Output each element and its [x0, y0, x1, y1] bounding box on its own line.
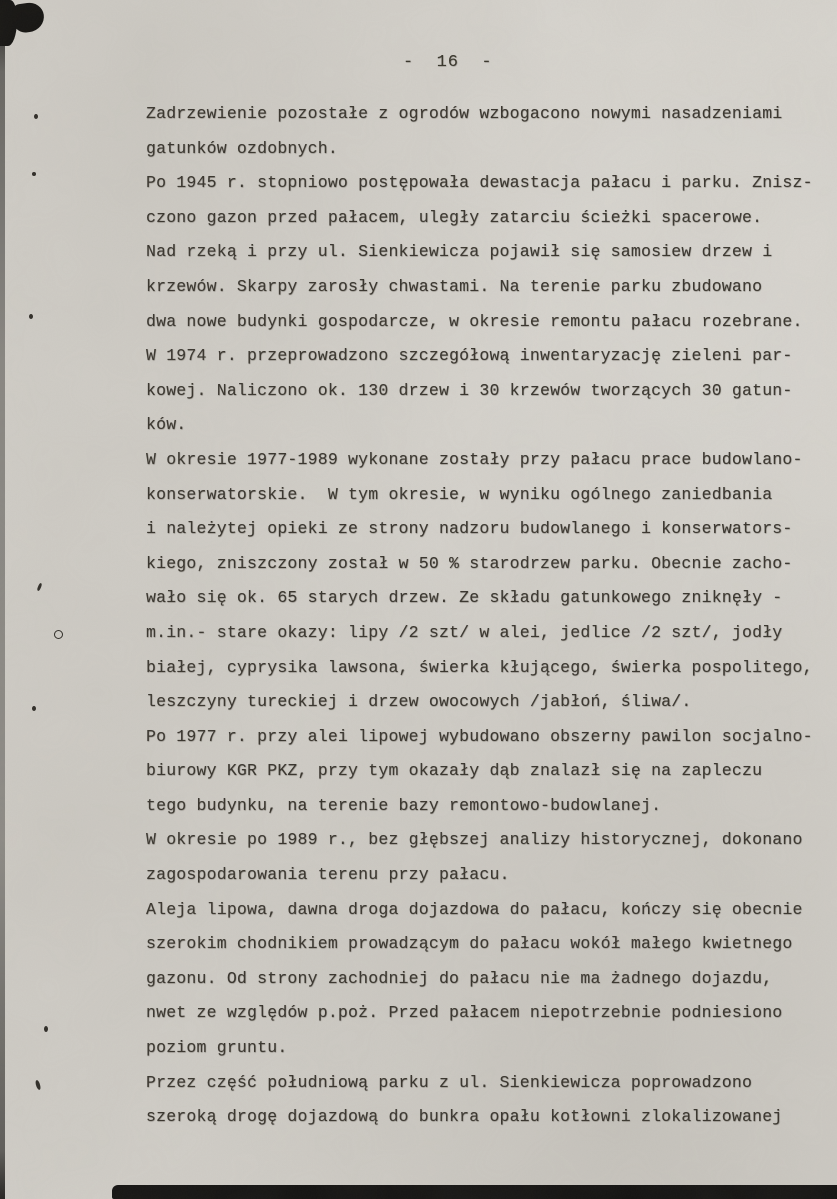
text-line: kiego, zniszczony został w 50 % starodrzew parku. Obecnie zacho-	[146, 553, 793, 573]
text-line: m.in.- stare okazy: lipy /2 szt/ w alei, jedlice /2 szt/, jodły	[146, 622, 783, 642]
text-line: ków.	[146, 415, 187, 435]
text-line: i należytej opieki ze strony nadzoru budowlanego i konserwators-	[146, 519, 793, 539]
text-line: szeroką drogę dojazdową do bunkra opału kotłowni zlokalizowanej	[146, 1107, 783, 1127]
text-line: czono gazon przed pałacem, uległy zatarciu ścieżki spacerowe.	[146, 207, 763, 227]
scan-artifact-top-left-blob	[11, 1, 46, 34]
scan-speck	[29, 314, 33, 319]
text-line: szerokim chodnikiem prowadzącym do pałacu wokół małego kwietnego	[146, 934, 793, 954]
text-line: gatunków ozdobnych.	[146, 138, 338, 158]
text-line: W okresie po 1989 r., bez głębszej analizy historycznej, dokonano	[146, 830, 803, 850]
text-line: poziom gruntu.	[146, 1038, 288, 1058]
text-line: wało się ok. 65 starych drzew. Ze składu gatunkowego zniknęły -	[146, 588, 783, 608]
text-line: kowej. Naliczono ok. 130 drzew i 30 krzewów tworzących 30 gatun-	[146, 380, 793, 400]
text-line: W okresie 1977-1989 wykonane zostały przy pałacu prace budowlano-	[146, 449, 803, 469]
scan-speck	[37, 583, 43, 592]
text-line: Po 1977 r. przy alei lipowej wybudowano obszerny pawilon socjalno-	[146, 726, 813, 746]
scan-edge-strip-left	[0, 0, 5, 1199]
text-line: W 1974 r. przeprowadzono szczegółową inwentaryzację zieleni par-	[146, 346, 793, 366]
text-line: Aleja lipowa, dawna droga dojazdowa do pałacu, kończy się obecnie	[146, 899, 803, 919]
page-number: - 16 -	[403, 53, 493, 72]
text-line: leszczyny tureckiej i drzew owocowych /jabłoń, śliwa/.	[146, 692, 692, 712]
text-line: nwet ze względów p.poż. Przed pałacem niepotrzebnie podniesiono	[146, 1003, 783, 1023]
scan-speck	[44, 1026, 48, 1032]
text-line: Po 1945 r. stopniowo postępowała dewastacja pałacu i parku. Znisz-	[146, 173, 813, 193]
scan-speck	[34, 114, 38, 119]
scan-artifact-bottom-bar	[112, 1185, 837, 1199]
scan-speck	[32, 172, 36, 176]
text-line: dwa nowe budynki gospodarcze, w okresie remontu pałacu rozebrane.	[146, 311, 803, 331]
scan-speck	[32, 706, 36, 711]
text-line: konserwatorskie. W tym okresie, w wyniku ogólnego zaniedbania	[146, 484, 773, 504]
text-line: krzewów. Skarpy zarosły chwastami. Na terenie parku zbudowano	[146, 276, 763, 296]
text-line: Nad rzeką i przy ul. Sienkiewicza pojawił się samosiew drzew i	[146, 242, 773, 262]
text-line: tego budynku, na terenie bazy remontowo-budowlanej.	[146, 795, 662, 815]
text-line: Przez część południową parku z ul. Sienkiewicza poprowadzono	[146, 1072, 753, 1092]
text-line: białej, cyprysika lawsona, świerka kłującego, świerka pospolitego,	[146, 657, 813, 677]
text-line: Zadrzewienie pozostałe z ogrodów wzbogacono nowymi nasadzeniami	[146, 104, 783, 123]
scan-speck	[35, 1080, 41, 1091]
text-line: gazonu. Od strony zachodniej do pałacu nie ma żadnego dojazdu,	[146, 968, 773, 988]
scan-speck	[54, 630, 63, 639]
document-body-text	[146, 97, 816, 1135]
text-line: zagospodarowania terenu przy pałacu.	[146, 865, 510, 885]
text-line: biurowy KGR PKZ, przy tym okazały dąb znalazł się na zapleczu	[146, 761, 763, 781]
